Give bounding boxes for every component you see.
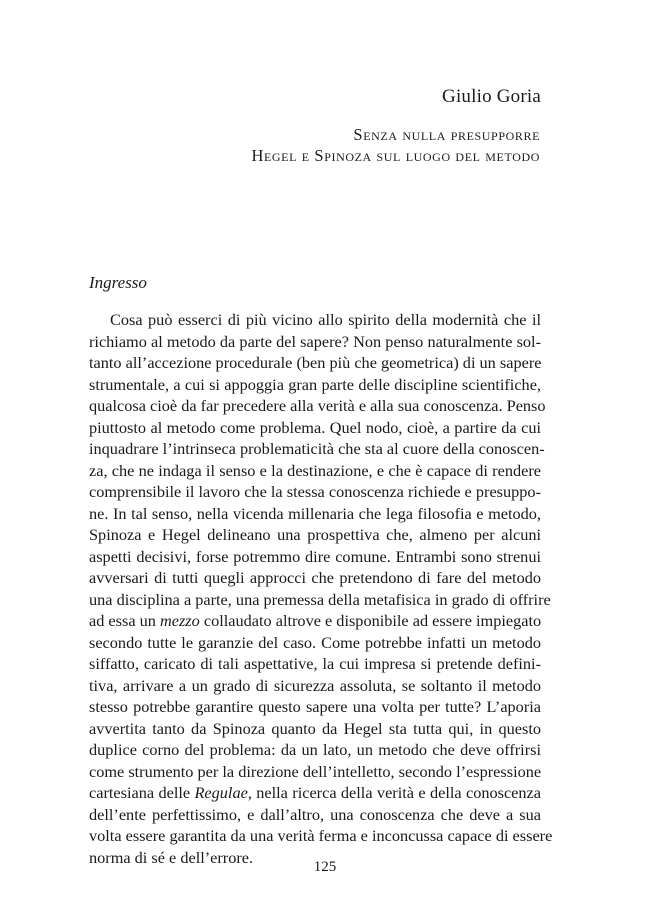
text-line: avvertita tanto da Spinoza quanto da Hegel sta tutta qui, in questo [89,718,541,738]
page-number: 125 [313,859,337,875]
text-line: norma di sé e dell’errore. [89,847,254,867]
text-segment: ad essa un [89,611,160,630]
text-line: qualcosa cioè da far precedere alla verità e alla sua conoscenza. Penso [89,396,546,415]
chapter-title-line-1: Senza nulla presupporre [353,125,540,144]
italic-term: mezzo [159,611,200,630]
text-line: inquadrare l’intrinseca problematicità che sta al cuore della conoscen- [89,439,545,458]
text-line: stesso potrebbe garantire questo sapere una volta per tutte? L’aporia [89,697,541,716]
text-line: za, che ne indaga il senso e la destinazione, e che è capace di rendere [89,460,541,480]
body-paragraph [89,309,553,868]
text-line: secondo tutte le garanzie del caso. Come potrebbe infatti un metodo [89,632,541,652]
text-segment: , nella ricerca della verità e della conoscenza [247,783,542,802]
chapter-title-line-2: Hegel e Spinoza sul luogo del metodo [251,146,540,165]
text-line: richiamo al metodo da parte del sapere? Non penso naturalmente sol- [89,331,541,351]
text-line: dell’ente perfettissimo, e dall’altro, una conoscenza che deve a sua [89,804,541,824]
text-line: come strumento per la direzione dell’intelletto, secondo l’espressione [89,761,542,781]
text-line: tanto all’accezione procedurale (ben più che geometrica) di un sapere [89,353,542,372]
text-line: volta essere garantita da una verità ferma e inconcussa capace di essere [89,826,553,845]
text-line: avversari di tutti quegli approcci che pretendono di fare del metodo [89,568,541,587]
text-line: piuttosto al metodo come problema. Quel nodo, cioè, a partire da cui [89,417,541,437]
text-segment: cartesiana delle [89,783,195,802]
text-line [89,610,541,632]
text-line: duplice corno del problema: da un lato, un metodo che deve offrirsi [89,740,541,759]
text-line: una disciplina a parte, una premessa della metafisica in grado di offrire [89,589,551,609]
text-line: tiva, arrivare a un grado di sicurezza assoluta, se soltanto il metodo [89,675,541,695]
text-line: comprensibile il lavoro che la stessa conoscenza richiede e presuppo- [89,482,541,501]
section-heading: Ingresso [89,273,147,292]
author-name: Giulio Goria [442,86,541,107]
text-line: ne. In tal senso, nella vicenda millenaria che lega filosofia e metodo, [89,503,541,523]
text-line: Cosa può esserci di più vicino allo spirito della modernità che il [110,310,541,329]
text-line: Spinoza e Hegel delineano una prospettiva che, almeno per alcuni [89,525,541,544]
text-line [89,782,541,804]
text-line: strumentale, a cui si appoggia gran parte delle discipline scientifiche, [89,374,541,394]
text-segment: collaudato altrove e disponibile ad essere impiegato [199,611,542,630]
chapter-title [251,124,540,166]
text-line: aspetti decisivi, forse potremmo dire comune. Entrambi sono strenui [89,546,541,566]
italic-term: Regulae [194,783,248,802]
text-line: siffatto, caricato di tali aspettative, la cui impresa si pretende defini- [89,654,541,673]
